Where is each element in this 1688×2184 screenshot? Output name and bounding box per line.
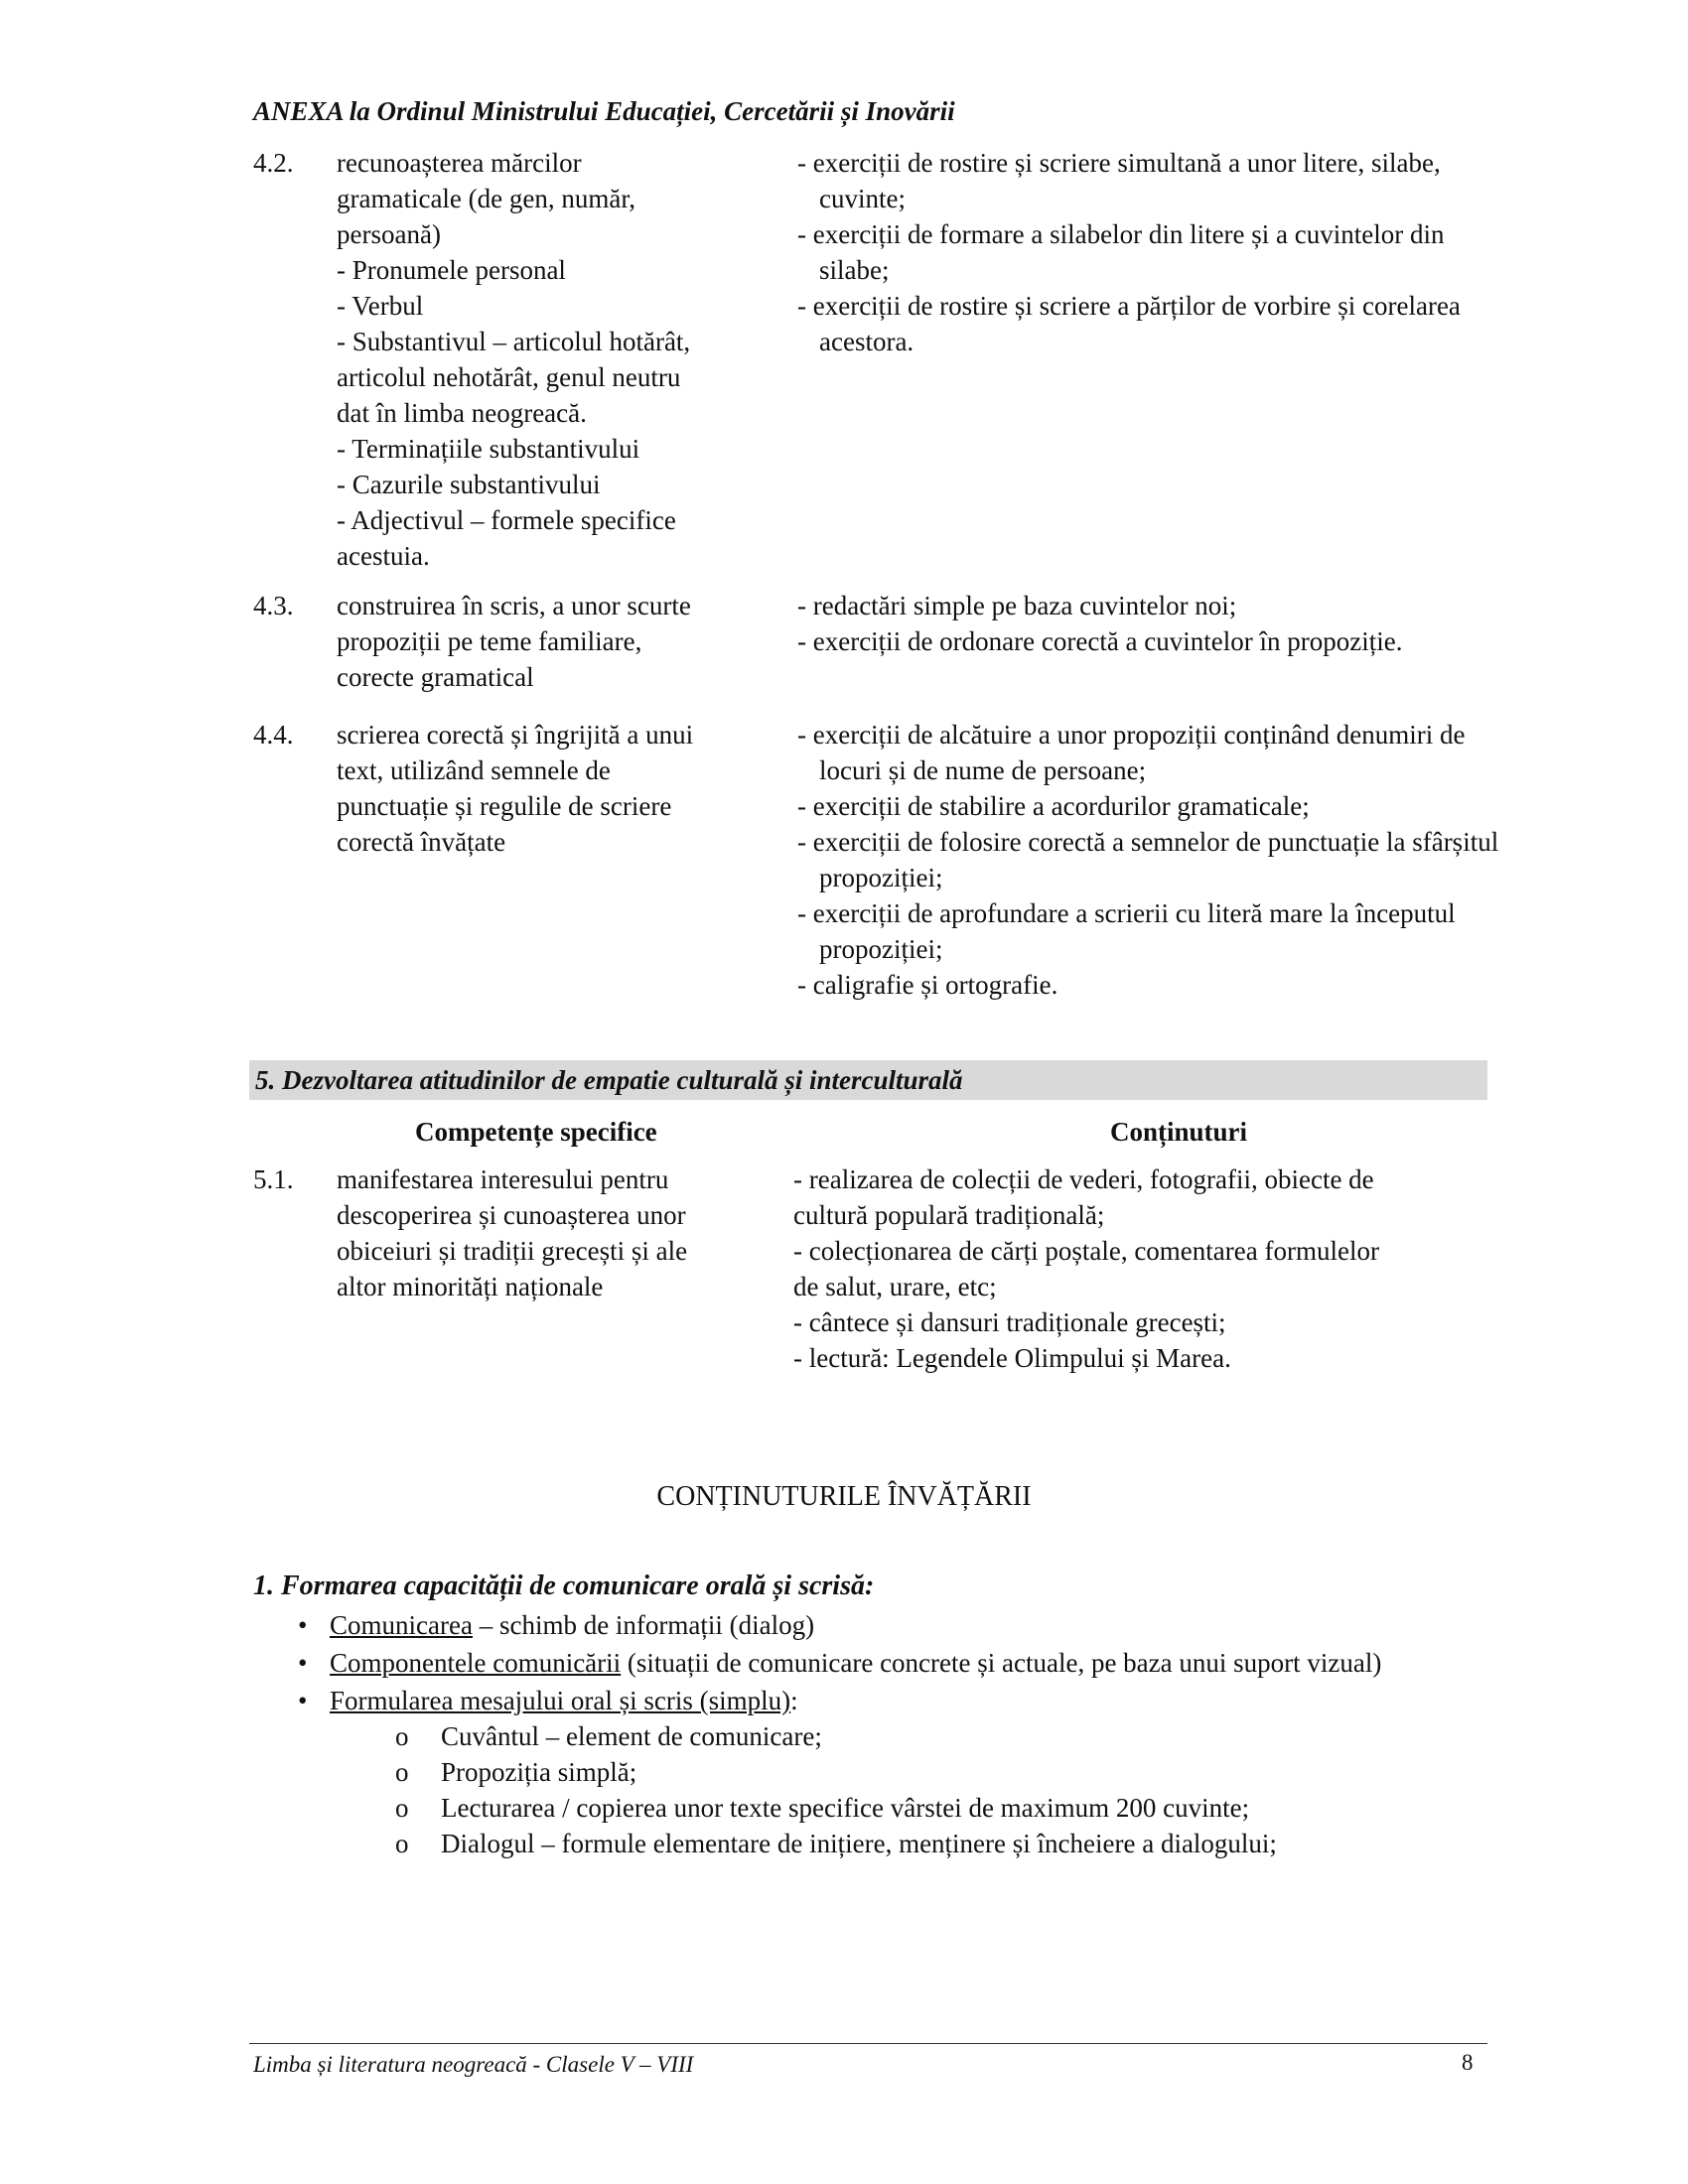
competence-line: acestuia.: [337, 541, 430, 571]
content-item: - exerciții de alcătuire a unor propoziții conținând denumiri de locuri și de nume de persoane;: [797, 720, 1466, 785]
sub-list-item-text: Cuvântul – element de comunicare;: [441, 1721, 822, 1751]
competence-line: - Terminațiile substantivului: [337, 434, 640, 464]
underlined-term: Formularea mesajului oral și scris (simplu): [330, 1686, 791, 1715]
competence-line: dat în limba neogreacă.: [337, 398, 587, 428]
list-item: [298, 1607, 1489, 1643]
content-item: - exerciții de rostire și scriere a părților de vorbire și corelarea acestora.: [797, 291, 1461, 356]
content-list: [797, 588, 1512, 659]
bullet-list: [298, 1607, 1489, 1861]
list-item: [298, 1645, 1489, 1681]
competence-number: 4.2.: [253, 148, 294, 178]
underlined-term: Componentele comunicării: [330, 1648, 622, 1678]
competence-line: - Cazurile substantivului: [337, 470, 601, 499]
competence-line: manifestarea interesului pentru: [337, 1164, 669, 1194]
bullet-icon: •: [298, 1648, 308, 1678]
list-item-text: :: [790, 1686, 798, 1715]
section-title-main: CONȚINUTURILE ÎNVĂȚĂRII: [656, 1481, 1032, 1512]
competence-line: construirea în scris, a unor scurte: [337, 591, 691, 620]
content-item: - exerciții de aprofundare a scrierii cu literă mare la începutul propoziției;: [797, 898, 1456, 964]
content-item: - realizarea de colecții de vederi, fotografii, obiecte de: [793, 1164, 1374, 1194]
competence-line: corectă învățate: [337, 827, 506, 857]
content-item: - colecționarea de cărți poștale, comentarea formulelor: [793, 1236, 1379, 1266]
competence-number: 5.1.: [253, 1164, 294, 1194]
competence-line: propoziții pe teme familiare,: [337, 626, 642, 656]
content-item: cultură populară tradițională;: [793, 1200, 1105, 1230]
footer-title: Limba și literatura neogreacă - Clasele V – VIII: [253, 2052, 694, 2077]
sub-list-item: [395, 1718, 1489, 1754]
content-list: [797, 717, 1512, 1003]
competence-text: [337, 717, 754, 860]
competence-line: altor minorități naționale: [337, 1272, 604, 1301]
underlined-term: Comunicarea: [330, 1610, 473, 1640]
content-item: - exerciții de formare a silabelor din litere și a cuvintelor din silabe;: [797, 219, 1445, 285]
competence-line: - Substantivul – articolul hotărât,: [337, 327, 691, 356]
bullet-icon: •: [298, 1686, 308, 1715]
competence-line: scrierea corectă și îngrijită a unui: [337, 720, 694, 750]
competence-line: articolul nehotărât, genul neutru: [337, 362, 681, 392]
circle-bullet-icon: o: [395, 1757, 409, 1787]
competence-line: corecte gramatical: [337, 662, 534, 692]
list-item-text: – schimb de informații (dialog): [472, 1610, 815, 1640]
content-item: - lectură: Legendele Olimpului și Marea.: [793, 1343, 1231, 1373]
content-item: - exerciții de rostire și scriere simultană a unor litere, silabe, cuvinte;: [797, 148, 1441, 213]
content-item: - caligrafie și ortografie.: [797, 970, 1058, 1000]
competence-line: - Adjectivul – formele specifice: [337, 505, 676, 535]
circle-bullet-icon: o: [395, 1829, 409, 1858]
page-number: 8: [1462, 2050, 1474, 2075]
content-item: - exerciții de folosire corectă a semnelor de punctuație la sfârșitul propoziției;: [797, 827, 1499, 892]
content-list: [793, 1161, 1508, 1376]
subsection-heading: 1. Formarea capacității de comunicare orală și scrisă:: [253, 1570, 875, 1601]
column-header-competences: Competențe specifice: [415, 1117, 657, 1147]
competence-number: 4.3.: [253, 591, 294, 620]
sub-list-item-text: Dialogul – formule elementare de inițiere, menținere și încheiere a dialogului;: [441, 1829, 1277, 1858]
sub-list-item: [395, 1754, 1489, 1790]
content-item: - redactări simple pe baza cuvintelor noi;: [797, 591, 1237, 620]
content-item: de salut, urare, etc;: [793, 1272, 997, 1301]
footer-divider: [249, 2043, 1487, 2044]
circle-bullet-icon: o: [395, 1721, 409, 1751]
content-item: - exerciții de stabilire a acordurilor gramaticale;: [797, 791, 1310, 821]
bullet-icon: •: [298, 1610, 308, 1640]
sub-list-item: [395, 1826, 1489, 1861]
content-list: [797, 145, 1512, 359]
section-title: 5. Dezvoltarea atitudinilor de empatie culturală și interculturală: [255, 1065, 963, 1095]
sub-list-item-text: Propoziția simplă;: [441, 1757, 637, 1787]
competence-line: recunoașterea mărcilor: [337, 148, 582, 178]
list-item-text: (situații de comunicare concrete și actuale, pe baza unui suport vizual): [621, 1648, 1382, 1678]
competence-line: - Pronumele personal: [337, 255, 566, 285]
section-heading: [249, 1060, 1487, 1100]
column-header-contents: Conținuturi: [1110, 1117, 1248, 1147]
competence-line: - Verbul: [337, 291, 424, 321]
competence-line: persoană): [337, 219, 441, 249]
competence-text: [337, 145, 754, 574]
competence-line: obiceiuri și tradiții grecești și ale: [337, 1236, 688, 1266]
competence-line: descoperirea și cunoașterea unor: [337, 1200, 686, 1230]
sub-list-item-text: Lecturarea / copierea unor texte specifice vârstei de maximum 200 cuvinte;: [441, 1793, 1250, 1823]
competence-text: [337, 588, 754, 695]
circle-bullet-icon: o: [395, 1793, 409, 1823]
sub-list-item: [395, 1790, 1489, 1826]
competence-text: [337, 1161, 754, 1304]
competence-line: gramaticale (de gen, număr,: [337, 184, 636, 213]
competence-line: punctuație și regulile de scriere: [337, 791, 672, 821]
competence-line: text, utilizând semnele de: [337, 755, 611, 785]
page-header: ANEXA la Ordinul Ministrului Educației, Cercetării și Inovării: [253, 96, 955, 126]
competence-number: 4.4.: [253, 720, 294, 750]
sub-list: [395, 1718, 1489, 1861]
content-item: - cântece și dansuri tradiționale grecești;: [793, 1307, 1226, 1337]
content-item: - exerciții de ordonare corectă a cuvintelor în propoziție.: [797, 626, 1403, 656]
list-item: [298, 1683, 1489, 1718]
